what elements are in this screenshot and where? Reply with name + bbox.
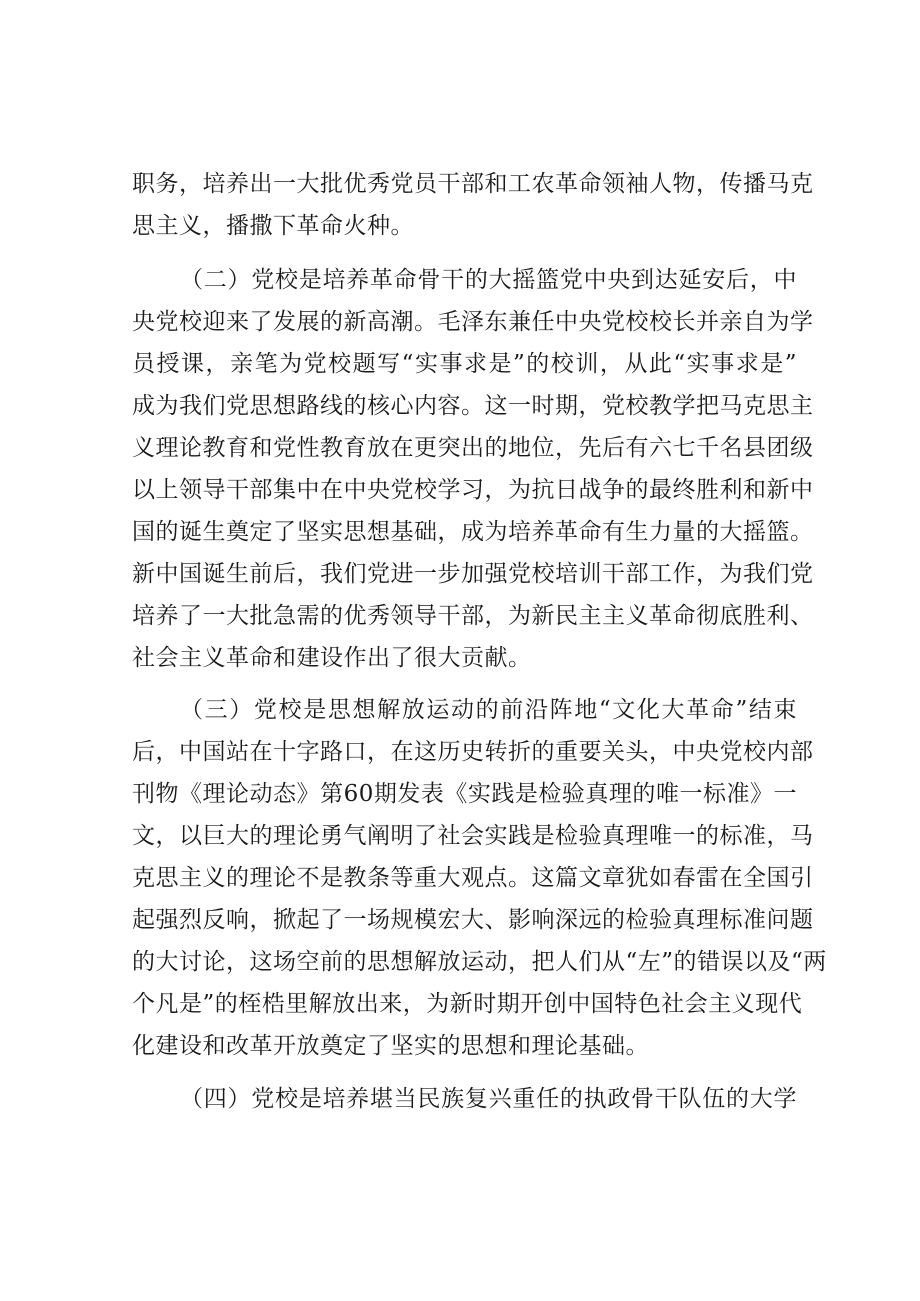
text-line: 刊物《理论动态》第60期发表《实践是检验真理的唯一标准》一 bbox=[132, 781, 797, 807]
text-line: 成为我们党思想路线的核心内容。这一时期，党校教学把马克思主 bbox=[132, 393, 814, 419]
text-line: 培养了一大批急需的优秀领导干部，为新民主主义革命彻底胜利、 bbox=[132, 603, 814, 629]
section-heading-line: （二）党校是培养革命骨干的大摇篮党中央到达延安后，中 bbox=[180, 267, 797, 293]
text-line: 员授课，亲笔为党校题写“实事求是”的校训，从此“实事求是” bbox=[132, 351, 797, 377]
text-line: 的大讨论，这场空前的思想解放运动，把人们从“左”的错误以及“两 bbox=[132, 949, 827, 975]
text-line: 化建设和改革开放奠定了坚实的思想和理论基础。 bbox=[132, 1033, 649, 1059]
text-line: 央党校迎来了发展的新高潮。毛泽东兼任中央党校校长并亲自为学 bbox=[132, 309, 814, 335]
text-line: 后，中国站在十字路口，在这历史转折的重要关头，中央党校内部 bbox=[132, 739, 814, 765]
text-line: 个凡是”的桎梏里解放出来，为新时期开创中国特色社会主义现代 bbox=[132, 991, 803, 1017]
section-heading-line: （三）党校是思想解放运动的前沿阵地“文化大革命”结束 bbox=[180, 697, 797, 723]
text-line: 思主义，播撒下革命火种。 bbox=[132, 213, 414, 239]
text-line: 义理论教育和党性教育放在更突出的地位，先后有六七千名县团级 bbox=[132, 435, 814, 461]
text-line: 以上领导干部集中在中央党校学习，为抗日战争的最终胜利和新中 bbox=[132, 477, 814, 503]
section-heading-line: （四）党校是培养堪当民族复兴重任的执政骨干队伍的大学 bbox=[180, 1086, 797, 1112]
text-line: 国的诞生奠定了坚实思想基础，成为培养革命有生力量的大摇篮。 bbox=[132, 519, 814, 545]
text-line: 职务，培养出一大批优秀党员干部和工农革命领袖人物，传播马克 bbox=[132, 171, 814, 197]
text-line: 文，以巨大的理论勇气阐明了社会实践是检验真理唯一的标准，马 bbox=[132, 823, 814, 849]
text-line: 社会主义革命和建设作出了很大贡献。 bbox=[132, 645, 532, 671]
text-line: 新中国诞生前后，我们党进一步加强党校培训干部工作，为我们党 bbox=[132, 561, 814, 587]
text-line: 克思主义的理论不是教条等重大观点。这篇文章犹如春雷在全国引 bbox=[132, 865, 814, 891]
text-line: 起强烈反响，掀起了一场规模宏大、影响深远的检验真理标准问题 bbox=[132, 907, 814, 933]
